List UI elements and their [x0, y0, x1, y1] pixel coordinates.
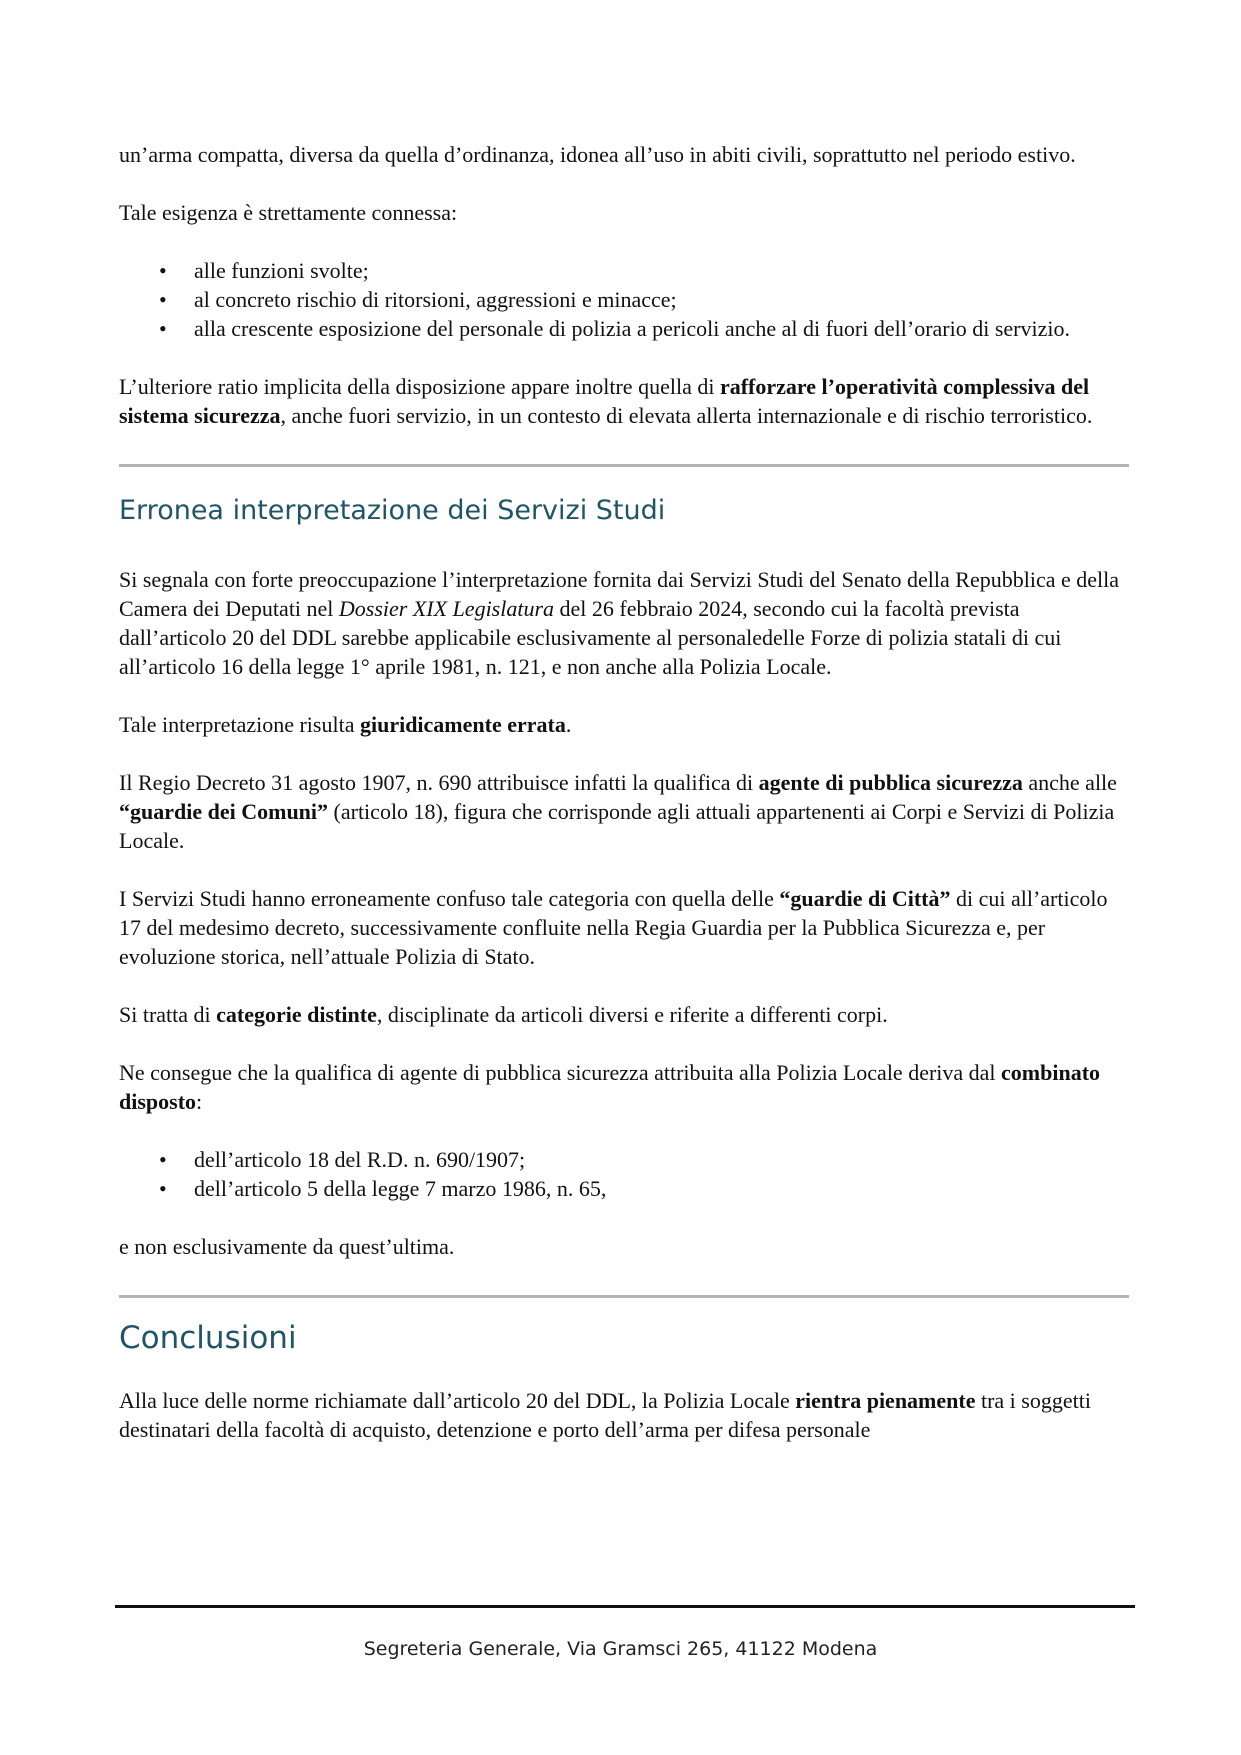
section1-paragraph-3: Il Regio Decreto 31 agosto 1907, n. 690 attribuisce infatti la qualifica di agente di pubblica sicurezza anche alle “guardie dei Comuni” (articolo 18), figura che corrisponde agli attuali appartenenti ai Corpi e Servizi di Polizia Locale. — [119, 770, 1117, 853]
section-heading-conclusioni: Conclusioni — [119, 1320, 297, 1356]
section1-paragraph-6: Ne consegue che la qualifica di agente di pubblica sicurezza attribuita alla Polizia Locale deriva dal combinato disposto: — [119, 1060, 1101, 1114]
section1-paragraph-4: I Servizi Studi hanno erroneamente confuso tale categoria con quella delle “guardie di Città” di cui all’articolo 17 del medesimo decreto, successivamente confluite nella Regia Guardia per la Pubblica Sicurezza e, per evoluzione storica, nell’attuale Polizia di Stato. — [119, 886, 1108, 969]
section1-paragraph-1: Si segnala con forte preoccupazione l’interpretazione fornita dai Servizi Studi del Senato della Repubblica e della Camera dei Deputati nel Dossier XIX Legislatura del 26 febbraio 2024, secondo cui la facoltà prevista dall’articolo 20 del DDL sarebbe applicabile esclusivamente al personaledelle Forze di polizia statali di cui all’articolo 16 della legge 1° aprile 1981, n. 121, e non anche alla Polizia Locale. — [119, 567, 1120, 679]
intro-paragraph-3: L’ulteriore ratio implicita della disposizione appare inoltre quella di rafforzare l’operatività complessiva del sistema sicurezza, anche fuori servizio, in un contesto di elevata allerta internazionale e di rischio terroristico. — [119, 374, 1093, 428]
list-item: • dell’articolo 5 della legge 7 marzo 1986, n. 65, — [159, 1176, 607, 1201]
footer-divider — [115, 1605, 1135, 1608]
footer-address: Segreteria Generale, Via Gramsci 265, 41122 Modena — [363, 1638, 878, 1660]
bullet-icon: • — [159, 287, 167, 312]
list-item: • alla crescente esposizione del personale di polizia a pericoli anche al di fuori dell’orario di servizio. — [159, 316, 1070, 341]
section1-paragraph-5: Si tratta di categorie distinte, disciplinate da articoli diversi e riferite a differenti corpi. — [119, 1002, 888, 1027]
bullet-icon: • — [159, 316, 167, 341]
section1-bullet-list — [119, 1145, 1129, 1203]
list-item: • dell’articolo 18 del R.D. n. 690/1907; — [159, 1147, 526, 1172]
bullet-icon: • — [159, 1176, 167, 1201]
document-body — [119, 140, 1129, 1444]
intro-paragraph-2: Tale esigenza è strettamente connessa: — [119, 200, 458, 225]
list-item: • alle funzioni svolte; — [159, 258, 369, 283]
section1-paragraph-2: Tale interpretazione risulta giuridicamente errata. — [119, 712, 572, 737]
section1-paragraph-7: e non esclusivamente da quest’ultima. — [119, 1234, 455, 1259]
intro-bullet-list — [119, 256, 1129, 343]
list-item: • al concreto rischio di ritorsioni, aggressioni e minacce; — [159, 287, 677, 312]
section2-paragraph-1: Alla luce delle norme richiamate dall’articolo 20 del DDL, la Polizia Locale rientra pienamente tra i soggetti destinatari della facoltà di acquisto, detenzione e porto dell’arma per difesa personale — [119, 1388, 1091, 1442]
bullet-icon: • — [159, 1147, 167, 1172]
bullet-icon: • — [159, 258, 167, 283]
section-heading-servizi-studi: Erronea interpretazione dei Servizi Studi — [119, 495, 666, 526]
intro-paragraph-1: un’arma compatta, diversa da quella d’ordinanza, idonea all’uso in abiti civili, soprattutto nel periodo estivo. — [119, 142, 1076, 167]
